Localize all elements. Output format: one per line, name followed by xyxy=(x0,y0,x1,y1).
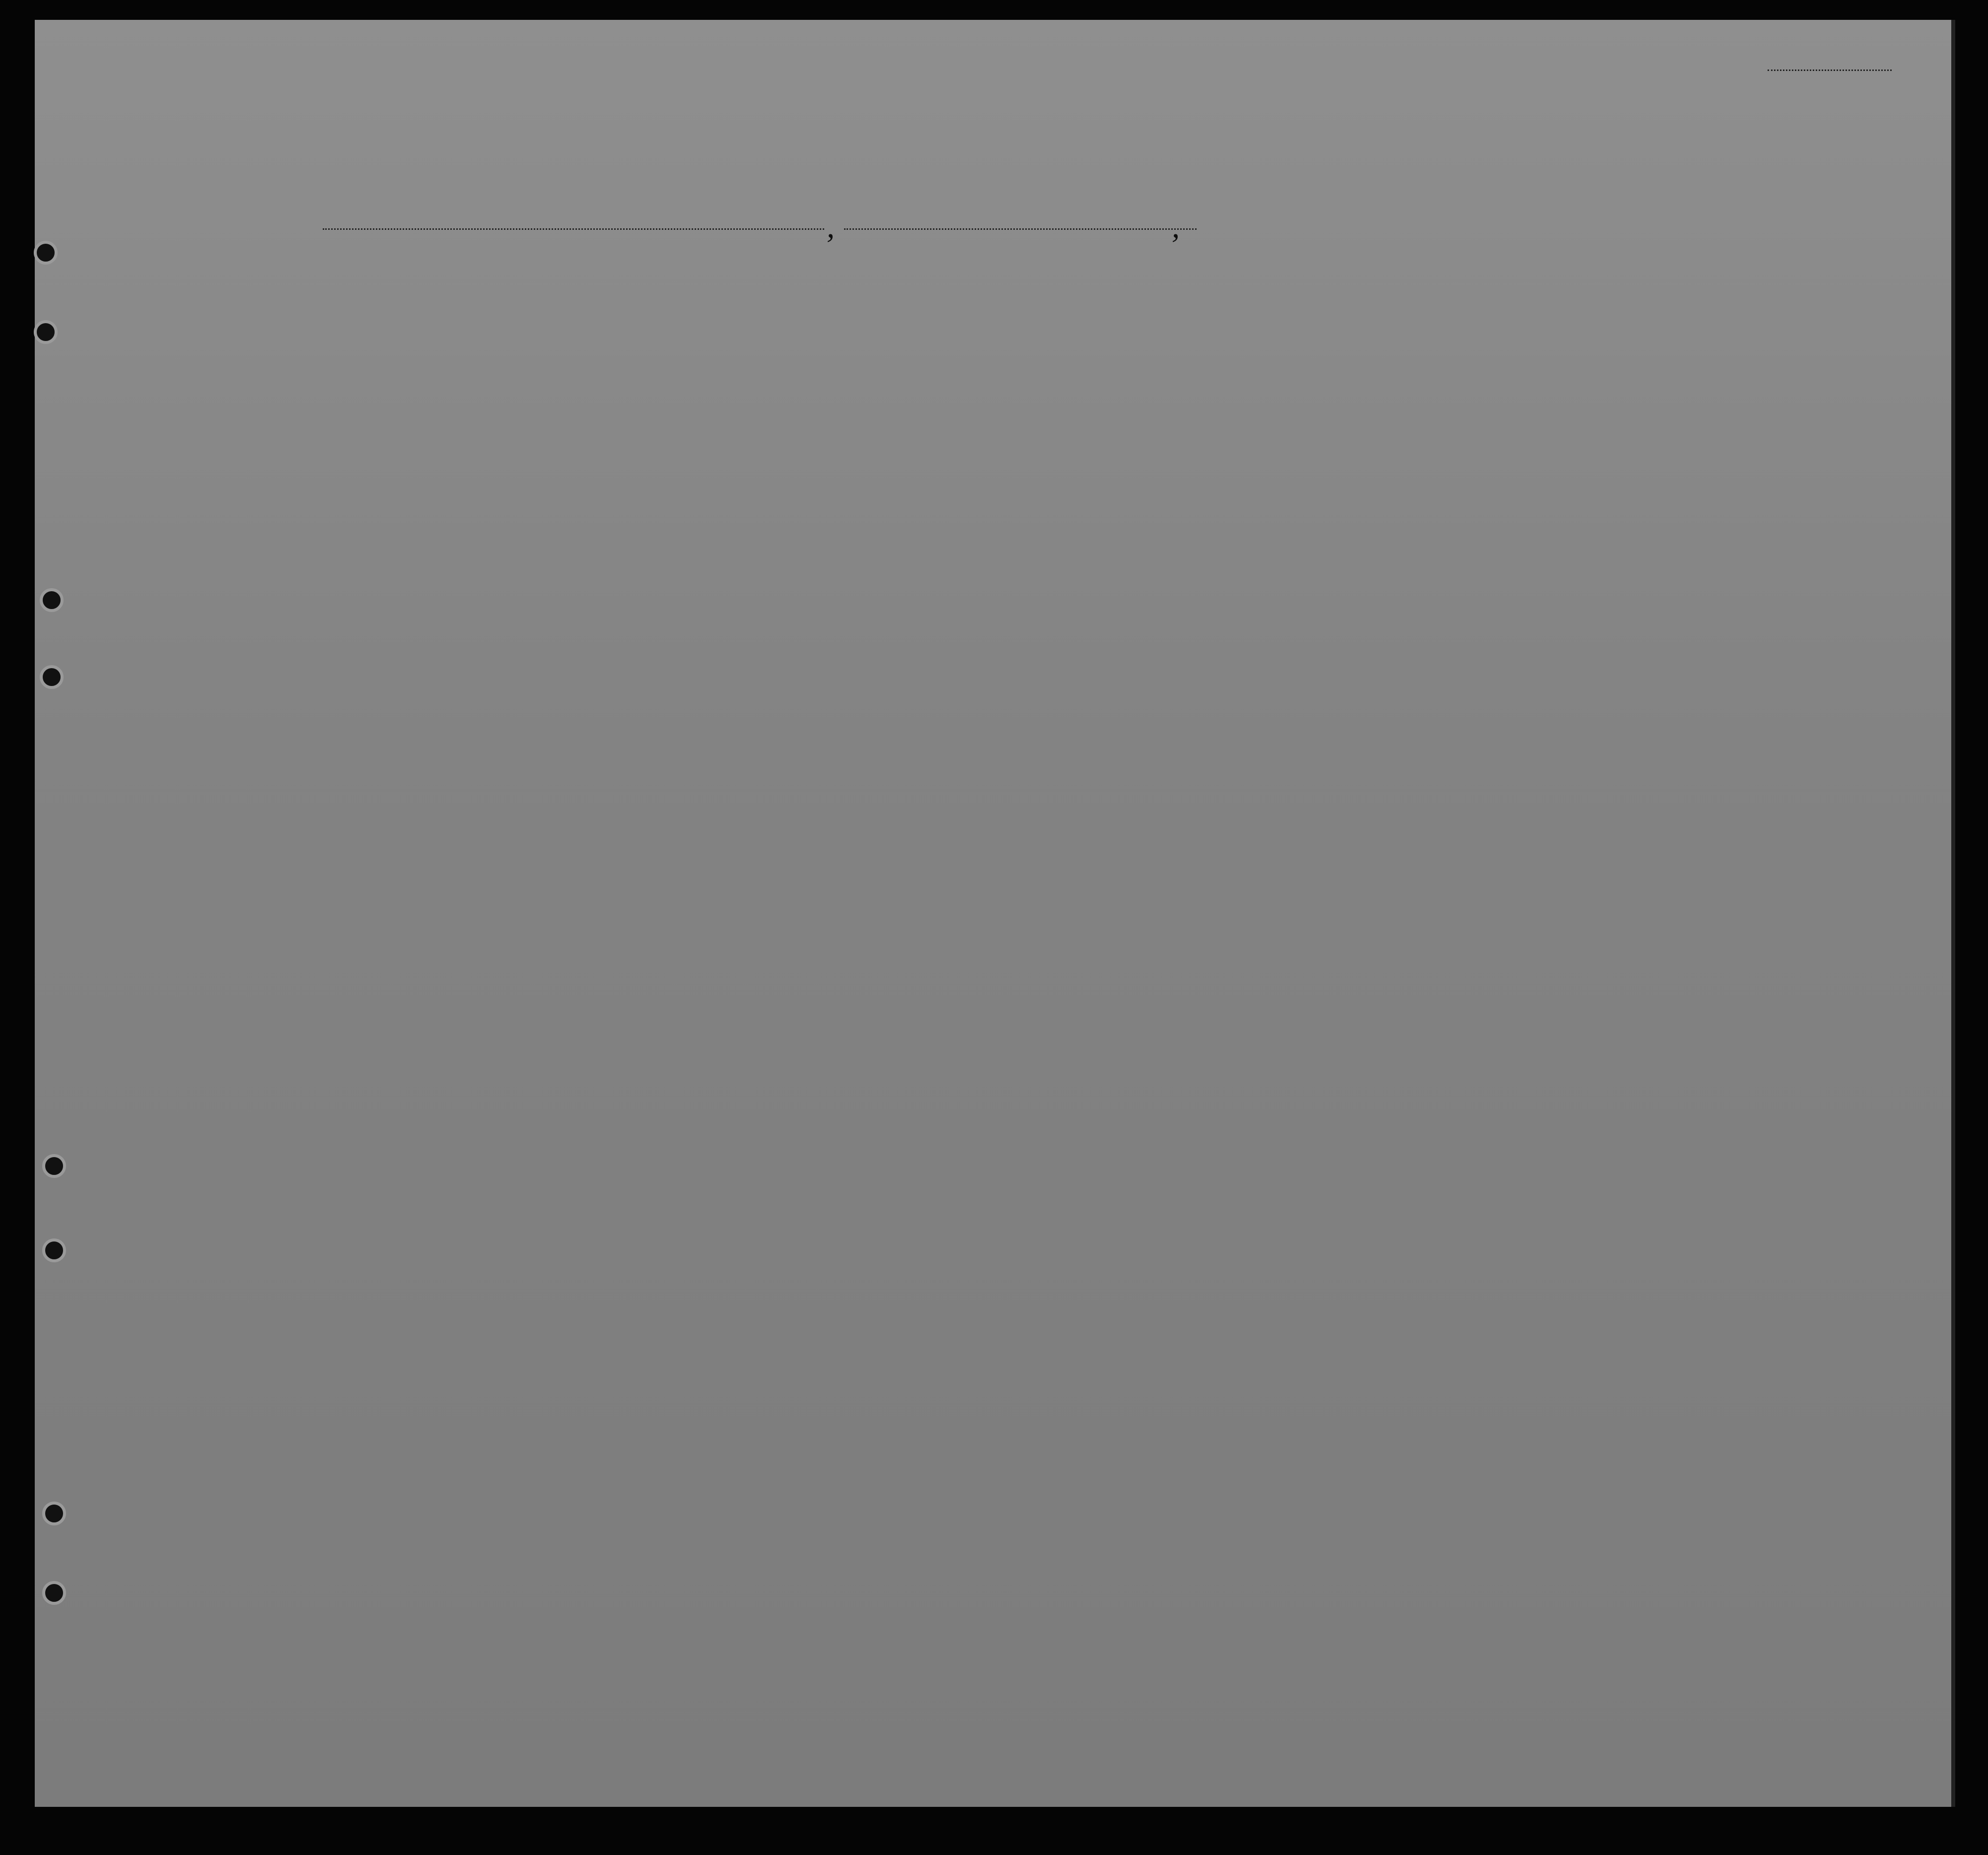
binder-hole xyxy=(40,665,64,689)
binder-hole xyxy=(42,1502,66,1525)
manifest-table-grid xyxy=(35,20,1951,1807)
binder-hole xyxy=(34,241,58,265)
port-comma: , xyxy=(827,209,835,244)
binder-hole xyxy=(40,588,64,612)
manifest-sheet xyxy=(35,20,1955,1807)
binder-hole xyxy=(42,1238,66,1262)
binder-hole xyxy=(42,1581,66,1605)
date-comma: , xyxy=(1172,209,1180,244)
binder-hole xyxy=(42,1154,66,1178)
binder-hole xyxy=(34,320,58,344)
